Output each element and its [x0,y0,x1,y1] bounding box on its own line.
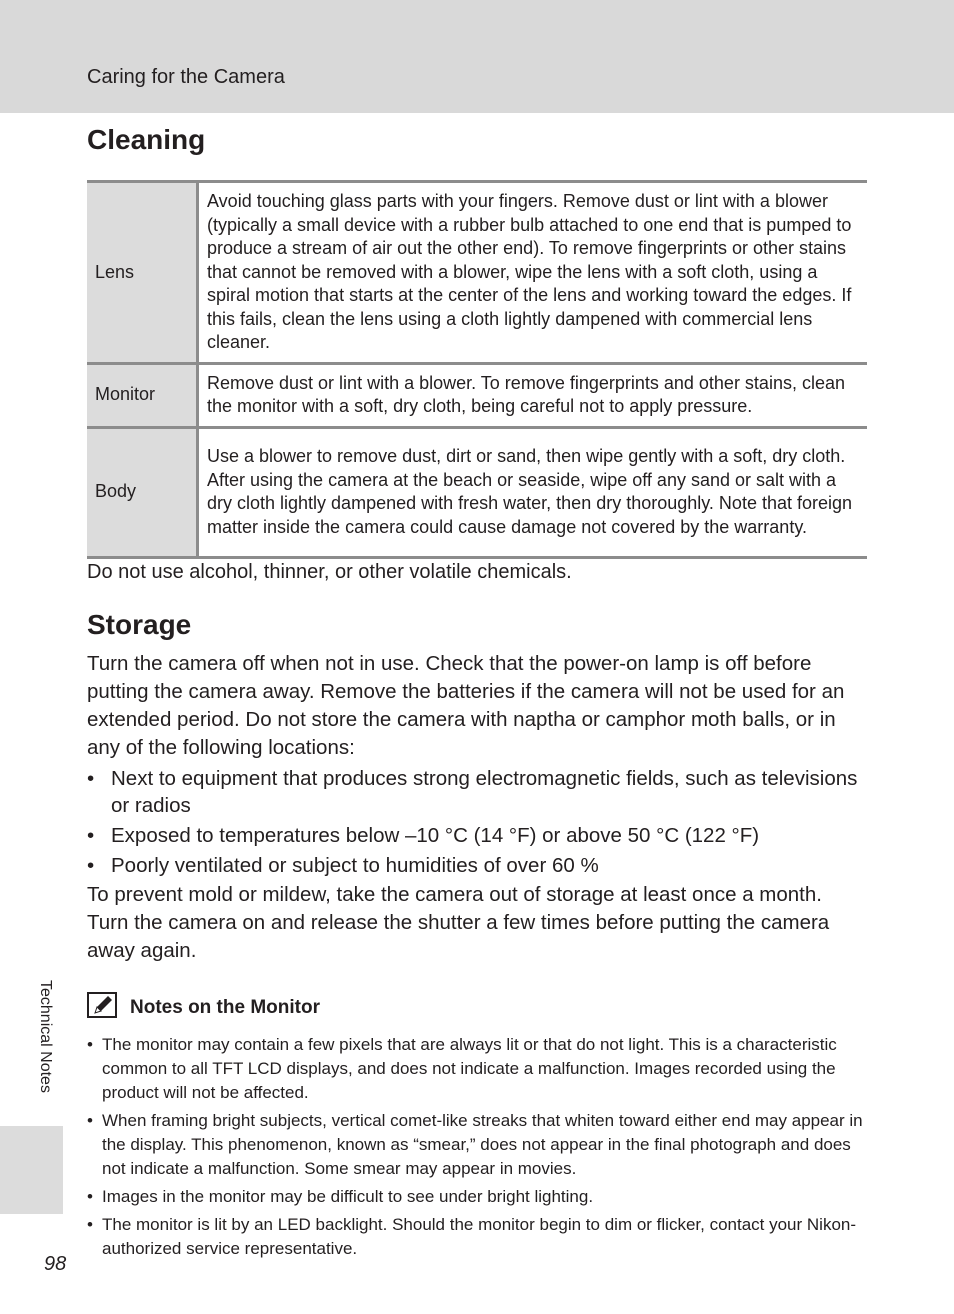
header-band [0,0,954,113]
storage-title: Storage [87,609,192,640]
list-item: • The monitor is lit by an LED backlight. Should the monitor begin to dim or flicker, contact your Nikon-authorized service representative. [87,1213,865,1261]
table-desc-lens: Avoid touching glass parts with your fingers. Remove dust or lint with a blower (typically a small device with a rubber bulb attached to one end that is pumped to produce a stream of air out the other end). To remove fingerprints or other stains that cannot be removed with a blower, wipe the lens with a soft cloth, using a spiral motion that starts at the center of the lens and working toward the edges. If this fails, clean the lens using a cloth lightly dampened with commercial lens cleaner. [207,191,852,352]
list-item: • Exposed to temperatures below –10 °C (14 °F) or above 50 °C (122 °F) [87,822,867,849]
chemicals-warning: Do not use alcohol, thinner, or other volatile chemicals. [87,561,572,583]
storage-locations-list [87,765,867,882]
side-tab [0,1126,63,1214]
side-tab-label: Technical Notes [37,980,54,1093]
list-item: • When framing bright subjects, vertical comet-like streaks that whiten toward either end may appear in the display. This phenomenon, known as “smear,” does not appear in the final photograph and does not indicate a malfunction. Some smear may appear in movies. [87,1109,865,1181]
list-item: • Images in the monitor may be difficult to see under bright lighting. [87,1185,865,1209]
list-item: • The monitor may contain a few pixels that are always lit or that do not light. This is a characteristic common to all TFT LCD displays, and does not indicate a malfunction. Images recorded using the product will not be affected. [87,1033,865,1105]
table-row [87,427,867,557]
pencil-note-icon [87,992,117,1018]
list-item: • Next to equipment that produces strong electromagnetic fields, such as televisions or radios [87,765,867,819]
notes-list [87,1033,865,1265]
table-desc-monitor: Remove dust or lint with a blower. To remove fingerprints and other stains, clean the monitor with a soft, dry cloth, being careful not to apply pressure. [198,363,868,427]
storage-intro: Turn the camera off when not in use. Check that the power-on lamp is off before putting the camera away. Remove the batteries if the camera will not be used for an extended period. Do not store the camera with naptha or camphor moth balls, or in any of the following locations: [87,652,845,759]
page-number: 98 [44,1253,67,1275]
cleaning-table [87,180,867,559]
table-item-lens: Lens [87,182,198,364]
storage-outro: To prevent mold or mildew, take the camera out of storage at least once a month. Turn the camera on and release the shutter a few times before putting the camera away again. [87,883,830,962]
table-desc-body: Use a blower to remove dust, dirt or sand, then wipe gently with a soft, dry cloth. After using the camera at the beach or seaside, wipe off any sand or salt with a dry cloth lightly dampened with fresh water, then dry thoroughly. Note that foreign matter inside the camera could cause damage not covered by the warranty. [198,427,868,557]
table-item-body: Body [87,427,198,557]
table-item-monitor: Monitor [87,363,198,427]
table-row [87,182,867,364]
notes-title: Notes on the Monitor [130,997,320,1018]
table-row [87,363,867,427]
list-item: • Poorly ventilated or subject to humidities of over 60 % [87,852,867,879]
cleaning-title: Cleaning [87,124,206,155]
running-header: Caring for the Camera [87,66,285,88]
